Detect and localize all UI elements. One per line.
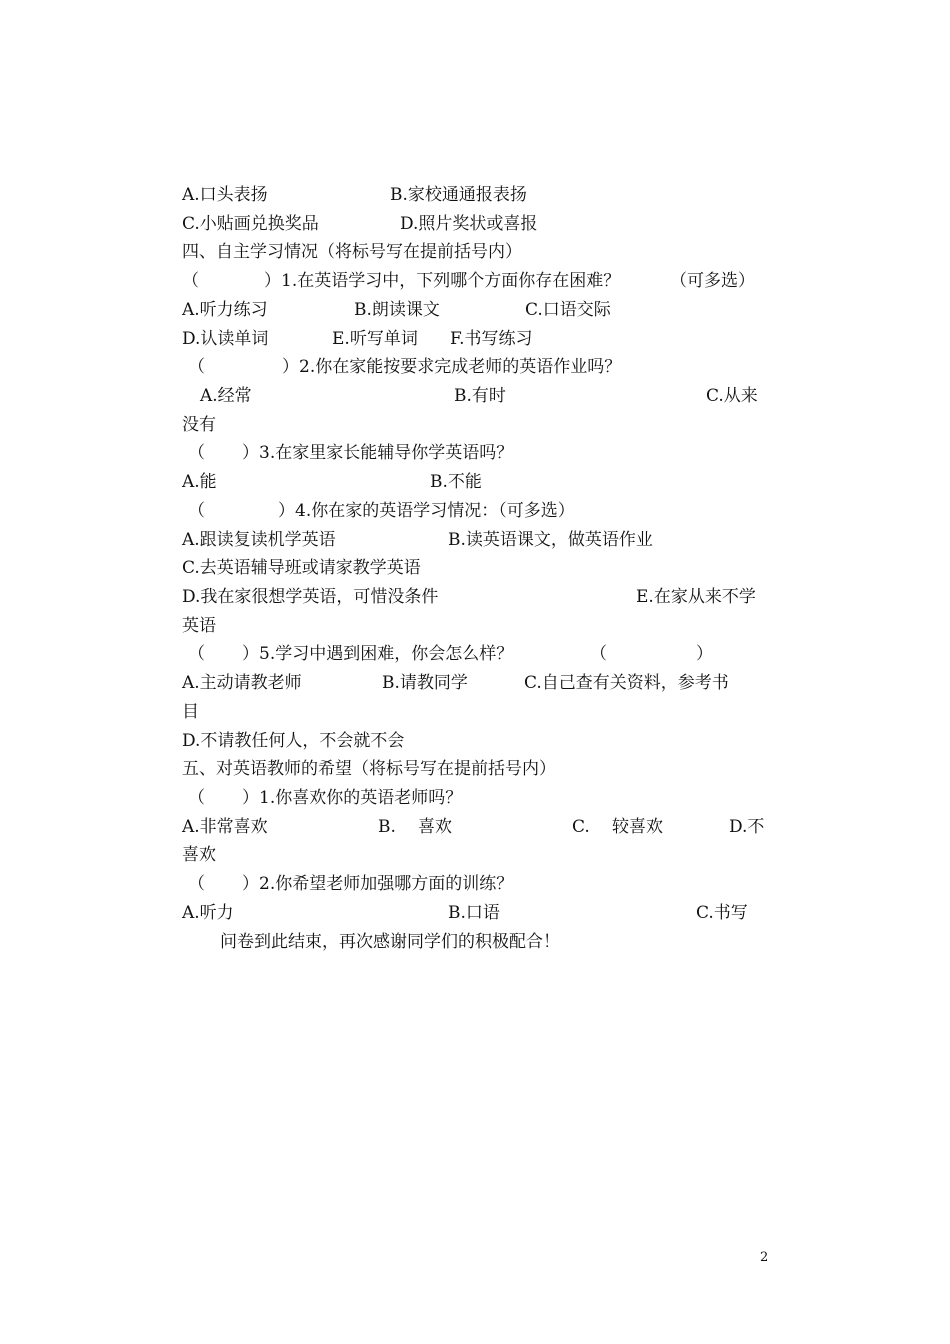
option-c-self-research: C.自己查有关资料，参考书 <box>524 673 729 693</box>
page-number: 2 <box>760 1250 769 1265</box>
answer-blank-open: （ <box>188 874 205 894</box>
line-options-def <box>182 325 772 354</box>
question-text: ）1.在英语学习中，下列哪个方面你存在困难？ <box>264 271 621 291</box>
question-text: ）5.学习中遇到困难，你会怎么样？ <box>242 644 514 664</box>
option-c-label: C. <box>572 817 590 837</box>
line-like-options <box>182 813 772 842</box>
line-wrap <box>182 841 772 870</box>
question-text: ）4.你在家的英语学习情况：（可多选） <box>278 501 575 521</box>
option-d-word-recognition: D.认读单词 <box>182 329 269 349</box>
line-wrap <box>182 411 772 440</box>
option-a-listening: A.听力练习 <box>182 300 268 320</box>
line-difficulty-abc <box>182 669 772 698</box>
question-text: ）3.在家里家长能辅导你学英语吗？ <box>242 443 514 463</box>
line-difficulty-d <box>182 727 772 756</box>
line-options-abc <box>182 296 772 325</box>
answer-blank-close: ） <box>696 644 713 664</box>
answer-blank-open: （ <box>188 501 205 521</box>
line-wrap <box>182 612 772 641</box>
answer-blank-open: （ <box>188 788 205 808</box>
option-f-writing: F.书写练习 <box>450 329 533 349</box>
wrapped-text: 没有 <box>182 415 216 435</box>
option-c-somewhat-like: 较喜欢 <box>612 817 663 837</box>
question-5-2 <box>182 870 772 899</box>
question-text: ）2.你希望老师加强哪方面的训练？ <box>242 874 514 894</box>
option-b-reading: B.朗读课文 <box>354 300 440 320</box>
closing-thanks: 问卷到此结束，再次感谢同学们的积极配合！ <box>220 932 560 952</box>
option-b-ask-classmates: B.请教同学 <box>382 673 468 693</box>
line-study-c <box>182 554 772 583</box>
section-four-heading <box>182 238 772 267</box>
option-b-sometimes: B.有时 <box>454 386 506 406</box>
option-a-repeater: A.跟读复读机学英语 <box>182 530 336 550</box>
closing-line <box>182 928 772 957</box>
option-a-like-very-much: A.非常喜欢 <box>182 817 268 837</box>
question-4-2 <box>182 353 772 382</box>
option-d-no-condition: D.我在家很想学英语，可惜没条件 <box>182 587 439 607</box>
wrapped-text: 英语 <box>182 616 216 636</box>
line-wrap <box>182 698 772 727</box>
wrapped-text: 喜欢 <box>182 845 216 865</box>
option-b-homework: B.读英语课文，做英语作业 <box>448 530 653 550</box>
multi-select-note: （可多选） <box>670 271 755 291</box>
option-a-listening: A.听力 <box>182 903 234 923</box>
line-study-de <box>182 583 772 612</box>
option-b-label: B. <box>378 817 396 837</box>
option-c-stickers: C.小贴画兑换奖品 <box>182 214 319 234</box>
question-4-4 <box>182 497 772 526</box>
line-training-options <box>182 899 772 928</box>
option-b-no: B.不能 <box>430 472 482 492</box>
option-e-dictation: E.听写单词 <box>332 329 418 349</box>
answer-blank-open: （ <box>188 644 205 664</box>
answer-blank-open: （ <box>188 443 205 463</box>
question-text: ）1.你喜欢你的英语老师吗？ <box>242 788 463 808</box>
option-a-yes: A.能 <box>182 472 217 492</box>
option-d-ask-nobody: D.不请教任何人，不会就不会 <box>182 731 405 751</box>
line-yes-no-options <box>182 468 772 497</box>
option-b-home-school-praise: B.家校通通报表扬 <box>390 185 527 205</box>
option-c-writing: C.书写 <box>696 903 748 923</box>
section-four-title: 四、自主学习情况（将标号写在提前括号内） <box>182 242 522 262</box>
option-a-ask-teacher: A.主动请教老师 <box>182 673 302 693</box>
question-4-1 <box>182 267 772 296</box>
question-text: ）2.你在家能按要求完成老师的英语作业吗？ <box>282 357 622 377</box>
option-d-dislike: D.不 <box>729 817 765 837</box>
option-e-never-study: E.在家从来不学 <box>636 587 756 607</box>
answer-blank-open: （ <box>590 644 607 664</box>
answer-blank-open: （ <box>188 357 205 377</box>
section-five-title: 五、对英语教师的希望（将标号写在提前括号内） <box>182 759 556 779</box>
option-c-speaking: C.口语交际 <box>525 300 611 320</box>
option-a-often: A.经常 <box>200 386 252 406</box>
line-praise-cd <box>182 210 772 239</box>
option-c-never: C.从来 <box>706 386 758 406</box>
option-d-certificates: D.照片奖状或喜报 <box>400 214 538 234</box>
question-5-1 <box>182 784 772 813</box>
answer-blank-open: （ <box>182 271 199 291</box>
wrapped-text: 目 <box>182 702 199 722</box>
line-praise-ab <box>182 181 772 210</box>
option-c-tutoring: C.去英语辅导班或请家教学英语 <box>182 558 421 578</box>
option-b-speaking: B.口语 <box>448 903 500 923</box>
option-a-verbal-praise: A.口头表扬 <box>182 185 268 205</box>
line-frequency-options <box>182 382 772 411</box>
option-b-like: 喜欢 <box>418 817 452 837</box>
section-five-heading <box>182 755 772 784</box>
question-4-3 <box>182 439 772 468</box>
question-4-5 <box>182 640 772 669</box>
line-study-ab <box>182 526 772 555</box>
